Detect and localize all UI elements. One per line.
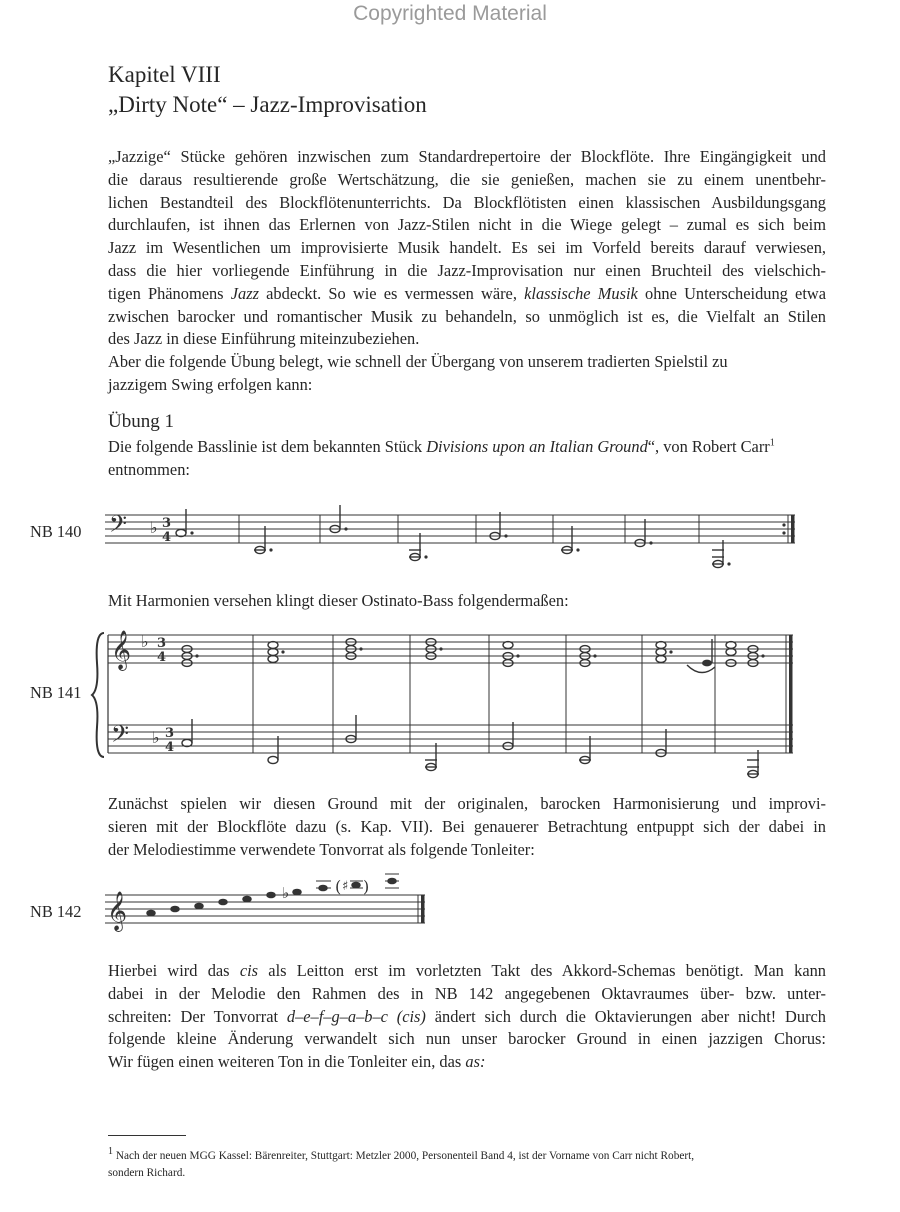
text-line: der Melodiestimme verwendete Tonvorrat als folgende Tonleiter: [108, 839, 535, 859]
text-line: lichen Bestandteil des Blockflötenunterrichts. Da Blockflötisten einen klassischen Ausbildungsgang [108, 192, 826, 212]
text-line: Aber die folgende Übung belegt, wie schnell der Übergang von unserem tradierten Spielstil zu [108, 352, 728, 372]
text-line: Wir fügen einen weiteren Ton in die Tonleiter ein, das as: [108, 1052, 486, 1072]
exercise-intro [108, 436, 826, 482]
scale-staff [105, 865, 435, 935]
chapter-number: Kapitel VIII [108, 62, 221, 87]
footnote [108, 1148, 828, 1182]
bass-line-staff [105, 505, 805, 570]
text-line: des Jazz in diese Einführung miteinzubeziehen. [108, 329, 420, 349]
svg-text:4: 4 [157, 650, 167, 665]
text-line: jazzigem Swing erfolgen kann: [108, 374, 313, 394]
text-line: Zunächst spielen wir diesen Ground mit der originalen, barocken Harmonisierung und improvi- [108, 794, 826, 813]
text-line: sieren mit der Blockflöte dazu (s. Kap. VII). Bei genauerer Betrachtung entpuppt sich der dabei in [108, 816, 826, 836]
bass-clef-icon: 𝄢 [111, 720, 130, 753]
text-line: schreiten: Der Tonvorrat d–e–f–g–a–b–c (cis) ändert sich durch die Oktavierungen aber nicht! Durch [108, 1006, 826, 1026]
text-line: dass die hier vorliegende Einführung in die Jazz-Improvisation nur einen Bruchteil des vielschich- [108, 260, 826, 280]
svg-text:3: 3 [165, 726, 175, 741]
example-label-nb142: NB 142 [30, 902, 82, 921]
text-line: Die folgende Basslinie ist dem bekannten Stück Divisions upon an Italian Ground“, von Robert Carr$^1$ [108, 437, 775, 456]
svg-text:(: ( [335, 877, 342, 896]
svg-text:): ) [363, 877, 370, 896]
harmonized-grand-staff [95, 625, 810, 770]
text-line: die daraus resultierende große Wertschätzung, die sie genießen, machen sie zu einem unentbehr- [108, 169, 826, 189]
svg-text:♭: ♭ [282, 884, 290, 902]
example-label-nb141: NB 141 [30, 683, 82, 702]
text-line: zwischen barocker und romantischer Musik zu behandeln, so unmöglich ist es, die Vielfalt an Stilen [108, 306, 826, 326]
text-line: entnommen: [108, 459, 190, 479]
text-line: Jazz im Wesentlichen um improvisierte Musik handelt. Es sei im Vorfeld bereits darauf verwiesen, [108, 238, 826, 258]
text-line: dabei in der Melodie den Rahmen des in NB 142 angegebenen Oktavraumes über- bzw. unter- [108, 983, 826, 1003]
footnote-line: sondern Richard. [108, 1167, 186, 1179]
svg-text:3: 3 [157, 636, 167, 651]
text-line: Hierbei wird das cis als Leitton erst im vorletzten Takt des Akkord-Schemas benötigt. Man kann [108, 961, 826, 980]
svg-text:3: 3 [162, 516, 172, 531]
svg-text:4: 4 [162, 530, 172, 545]
chapter-title: „Dirty Note“ – Jazz-Improvisation [108, 92, 427, 117]
brace-icon [92, 633, 104, 757]
exercise-title: Übung 1 [108, 411, 174, 432]
harmonies-text: Mit Harmonien versehen klingt dieser Ostinato-Bass folgendermaßen: [108, 591, 569, 610]
chapter-heading [108, 60, 427, 120]
example-label-nb140: NB 140 [30, 522, 82, 541]
footnote-line: $^1$ Nach der neuen MGG Kassel: Bärenreiter, Stuttgart: Metzler 2000, Personenteil Band 4, ist der Vorname von Carr nicht Robert, [108, 1146, 695, 1162]
svg-text:♯: ♯ [342, 879, 349, 894]
text-line: durchlaufen, ist ihnen das Erlernen von Jazz-Stilen nicht in die Wiege gelegt – zumal es sich beim [108, 215, 826, 235]
text-line: folgende kleine Änderung verwandelt sich nun unser barocker Ground in einen jazzigen Chorus: [108, 1029, 826, 1049]
svg-text:♭: ♭ [152, 728, 160, 747]
text-line: tigen Phänomens Jazz abdeckt. So wie es vermessen wäre, klassische Musik ohne Unterscheidung etwa [108, 283, 826, 303]
baroque-harmony-paragraph [108, 793, 826, 861]
treble-clef-icon: 𝄞 [111, 630, 132, 670]
text-line: „Jazzige“ Stücke gehören inzwischen zum Standardrepertoire der Blockflöte. Ihre Eingängigkeit und [108, 147, 826, 166]
copyright-watermark: Copyrighted Material [353, 2, 547, 25]
key-signature: ♭ [150, 518, 158, 537]
leading-tone-paragraph [108, 960, 826, 1074]
svg-text:♭: ♭ [141, 632, 149, 651]
svg-text:4: 4 [165, 740, 175, 755]
intro-paragraph [108, 146, 826, 397]
bass-clef-icon: 𝄢 [109, 510, 128, 543]
treble-clef-icon: 𝄞 [107, 891, 128, 931]
footnote-divider [108, 1135, 186, 1136]
